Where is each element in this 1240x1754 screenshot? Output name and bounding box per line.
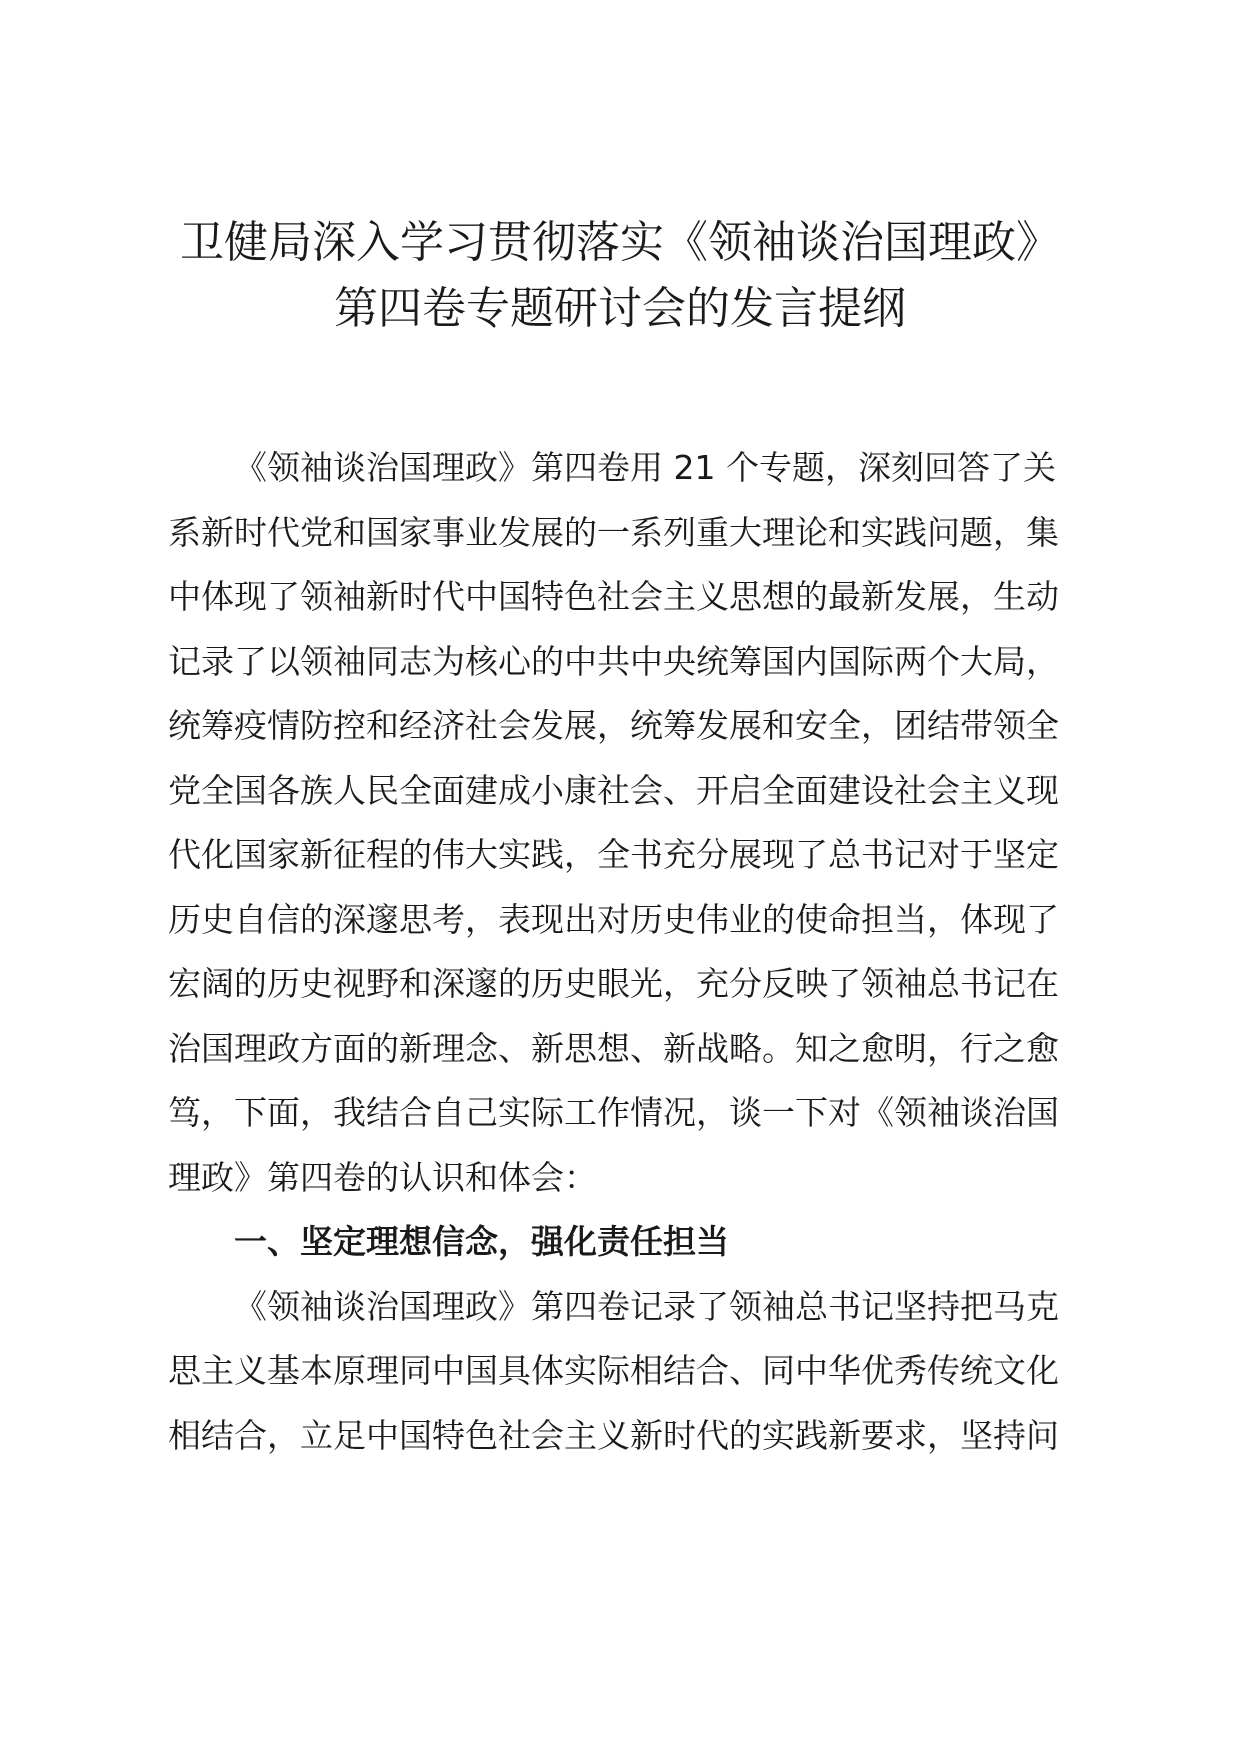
paragraph-line: 相结合，立足中国特色社会主义新时代的实践新要求，坚持问 [168, 1415, 1059, 1455]
paragraph-line: 中体现了领袖新时代中国特色社会主义思想的最新发展，生动 [168, 577, 1059, 616]
section-heading: 一、坚定理想信念，强化责任担当 [234, 1222, 729, 1261]
paragraph-line: 历史自信的深邃思考，表现出对历史伟业的使命担当，体现了 [168, 899, 1059, 939]
paragraph-line: 思主义基本原理同中国具体实际相结合、同中华优秀传统文化 [168, 1351, 1059, 1390]
paragraph-line: 笃，下面，我结合自己实际工作情况，谈一下对《领袖谈治国 [168, 1093, 1059, 1132]
paragraph-line: 《领袖谈治国理政》第四卷用 21 个专题，深刻回答了关 [234, 448, 1056, 487]
paragraph-line: 《领袖谈治国理政》第四卷记录了领袖总书记坚持把马克 [234, 1286, 1059, 1326]
paragraph-line: 代化国家新征程的伟大实践，全书充分展现了总书记对于坚定 [168, 835, 1059, 874]
paragraph-line: 党全国各族人民全面建成小康社会、开启全面建设社会主义现 [168, 770, 1059, 810]
title-line-1: 卫健局深入学习贯彻落实《领袖谈治国理政》 [180, 217, 1060, 268]
document-body [168, 436, 1088, 1468]
paragraph-line: 治国理政方面的新理念、新思想、新战略。知之愈明，行之愈 [168, 1028, 1059, 1068]
document-title [150, 210, 1090, 342]
title-line-2: 第四卷专题研讨会的发言提纲 [334, 283, 906, 334]
paragraph-line: 系新时代党和国家事业发展的一系列重大理论和实践问题，集 [168, 512, 1059, 552]
paragraph-line: 理政》第四卷的认识和体会： [168, 1157, 597, 1197]
paragraph-line: 统筹疫情防控和经济社会发展，统筹发展和安全，团结带领全 [168, 706, 1059, 745]
paragraph-line: 记录了以领袖同志为核心的中共中央统筹国内国际两个大局， [168, 641, 1059, 681]
paragraph-line: 宏阔的历史视野和深邃的历史眼光，充分反映了领袖总书记在 [168, 964, 1059, 1003]
